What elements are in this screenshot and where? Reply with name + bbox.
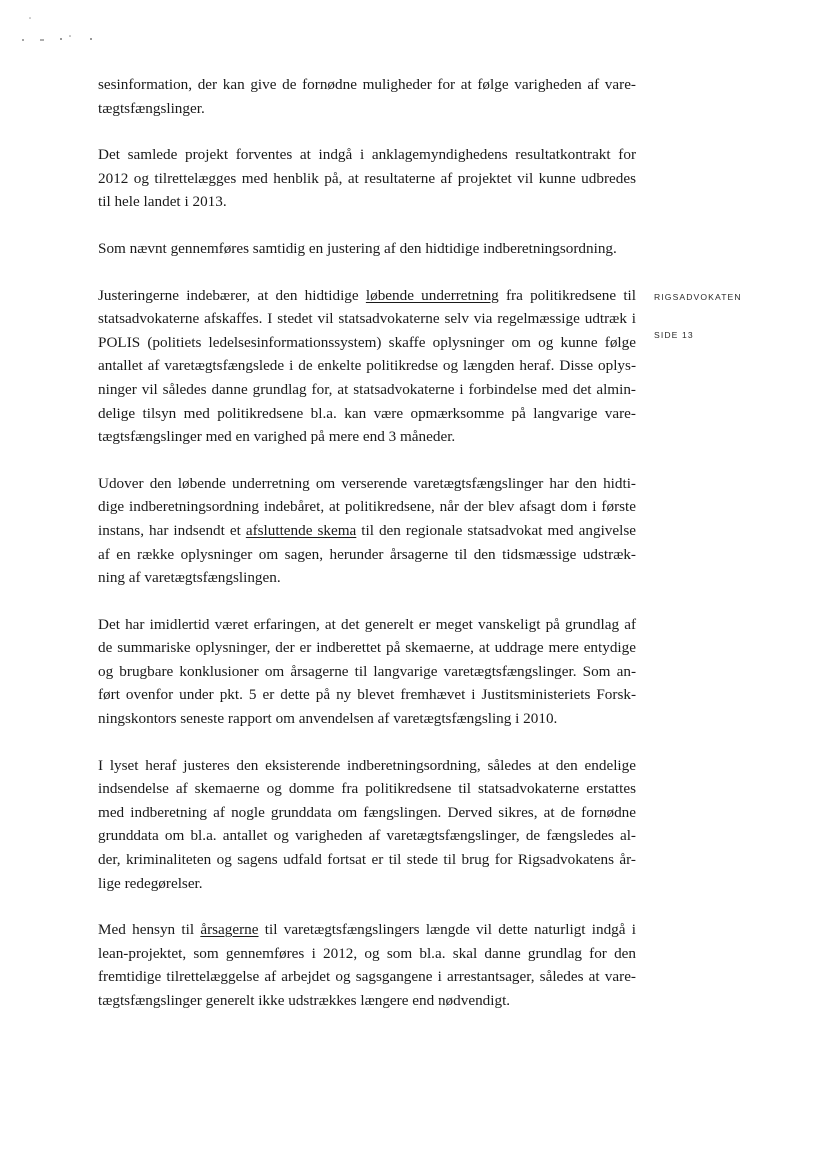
text-line: fremtidige tilrettelæggelse af arbejdet og sagsgangene i arrestantsager, således at vare- [98,968,636,986]
underlined-term: løbende underretning [365,286,499,304]
text-run: fra politikredsene til [498,286,636,304]
scan-artifact-marks [14,14,104,54]
text-line: dige indberetningsordning indebåret, at politikredsene, når der blev afsagt dom i første [98,498,636,516]
paragraph-2 [98,143,636,214]
text-run: til varetægtsfængslingers længde vil dette naturligt indgå i [258,921,637,939]
organization-label: RIGSADVOKATEN [654,292,742,302]
text-line [98,918,636,942]
text-line [98,519,636,543]
text-run: Med hensyn til [98,921,201,939]
text-line: statsadvokaterne afskaffes. I stedet vil statsadvokaterne selv via regelmæssige udtræk i [98,310,636,328]
text-line: ningskontors seneste rapport om anvendelsen af varetægtsfængsling i 2010. [98,710,558,728]
underlined-term: årsagerne [200,921,259,939]
paragraph-1 [98,73,636,120]
text-line: Det samlede projekt forventes at indgå i anklagemyndighedens resultatkontrakt for [98,146,636,164]
text-line: Det har imidlertid været erfaringen, at det generelt er meget vanskeligt på grundlag af [98,615,636,633]
paragraph-4 [98,284,636,449]
paragraph-5 [98,472,636,590]
text-line: antallet af varetægtsfængslede i de enkelte politikredse og længden heraf. Disse oplys- [98,357,636,375]
page-sidebar [654,292,742,340]
paragraph-7 [98,754,636,896]
text-line: af en række oplysninger om sagen, herunder årsagerne til den tidsmæssige udstræk- [98,545,636,563]
text-line: til hele landet i 2013. [98,193,227,211]
text-line: Som nævnt gennemføres samtidig en justering af den hidtidige indberetningsordning. [98,239,617,257]
text-line: der, kriminaliteten og sagens udfald fortsat er til stede til brug for Rigsadvokatens år- [98,851,636,869]
text-line: POLIS (politiets ledelsesinformationssystem) skaffe oplysninger om og kunne følge [98,333,636,351]
text-line: sesinformation, der kan give de fornødne muligheder for at følge varigheden af vare- [98,76,636,93]
text-line: og brugbare konklusioner om årsagerne til langvarige varetægtsfængslinger. Som an- [98,662,636,680]
text-run: instans, har indsendt et [98,521,246,539]
text-line: delige tilsyn med politikredsene bl.a. kan være opmærksomme på langvarige vare- [98,404,636,422]
text-line: I lyset heraf justeres den eksisterende indberetningsordning, således at den endelige [98,756,636,774]
text-line: ninger vil således danne grundlag for, at statsadvokaterne i forbindelse med det almin- [98,380,636,398]
text-line: ført ovenfor under pkt. 5 er dette på ny blevet fremhævet i Justitsministeriets Forsk- [98,686,636,704]
text-line: 2012 og tilrettelægges med henblik på, at resultaterne af projektet vil kunne udbredes [98,169,636,187]
text-run: Justeringerne indebærer, at den hidtidige [98,286,366,304]
text-line: tægtsfængslinger med en varighed på mere end 3 måneder. [98,428,456,446]
text-line: ning af varetægtsfængslingen. [98,569,281,587]
text-line: indsendelse af skemaerne og domme fra politikredsene til statsadvokaterne erstattes [98,780,636,798]
text-line: tægtsfængslinger. [98,99,205,117]
underlined-term: afsluttende skema [245,521,357,539]
text-run: til den regionale statsadvokat med angivelse [356,521,636,539]
text-line: med indberetning af nogle grunddata om fængslingen. Derved sikres, at de fornødne [98,803,636,821]
text-line: tægtsfængslinger generelt ikke udstrækkes længere end nødvendigt. [98,992,511,1009]
paragraph-6 [98,613,636,731]
text-line: de summariske oplysninger, der er indberettet på skemaerne, at uddrage mere entydige [98,639,636,657]
paragraph-8 [98,918,636,1012]
page-number: SIDE 13 [654,330,694,340]
text-line: lean-projektet, som gennemføres i 2012, og som bl.a. skal danne grundlag for den [98,944,636,962]
text-line: grunddata om bl.a. antallet og varigheden af varetægtsfængslinger, de fængsledes al- [98,827,636,845]
text-line: Udover den løbende underretning om verserende varetægtsfængslinger har den hidti- [98,474,636,492]
paragraph-3 [98,237,636,261]
text-line: lige redegørelser. [98,874,203,892]
text-line [98,284,636,308]
document-body [98,73,636,1036]
